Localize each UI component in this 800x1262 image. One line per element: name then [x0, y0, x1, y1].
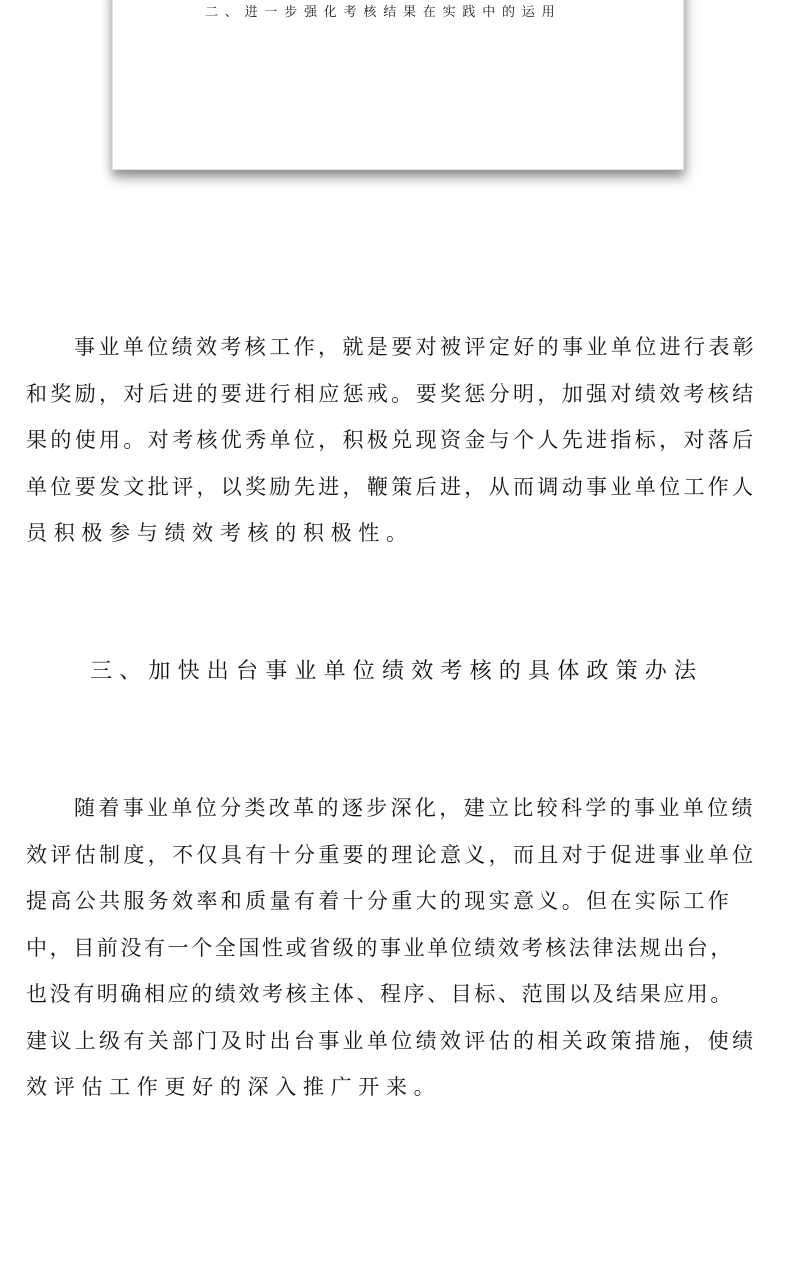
paragraph-line: 事业单位绩效考核工作，就是要对被评定好的事业单位进行表彰: [74, 335, 758, 359]
paragraph-line: 随着事业单位分类改革的逐步深化，建立比较科学的事业单位绩: [74, 796, 756, 820]
char: 推: [302, 1075, 324, 1099]
paragraph-line: 单位要发文批评，以奖励先进，鞭策后进，从而调动事业单位工作人: [26, 474, 757, 499]
char: 极: [81, 521, 103, 545]
char: 员: [26, 521, 47, 545]
paragraph-line: 效评估制度，不仅具有十分重要的理论意义，而且对于促进事业单位: [26, 842, 757, 867]
char: 极: [330, 521, 352, 545]
char: 估: [81, 1075, 103, 1099]
char: 效: [192, 521, 214, 545]
char: 来: [385, 1075, 407, 1099]
paragraph-policy-measures: [26, 785, 776, 1111]
paragraph-line: 也没有明确相应的绩效考核主体、程序、目标、范围以及结果应用。: [26, 982, 734, 1006]
char: 作: [136, 1075, 158, 1099]
card-heading: 二、进一步强化考核结果在实践中的运用: [205, 5, 562, 20]
paragraph-line: 提高公共服务效率和质量有着十分重大的现实意义。但在实际工作: [26, 889, 733, 913]
char: 核: [247, 521, 269, 545]
char: 评: [53, 1075, 75, 1099]
char: 的: [275, 521, 297, 545]
char: 效: [26, 1075, 47, 1099]
document-page-preview: [112, 0, 684, 170]
char: 开: [358, 1075, 380, 1099]
char: 入: [275, 1075, 297, 1099]
char: 广: [330, 1075, 352, 1099]
paragraph-line: 中，目前没有一个全国性或省级的事业单位绩效考核法律法规出台，: [26, 935, 734, 960]
paragraph-last-line: [26, 1064, 776, 1111]
char: 绩: [164, 521, 186, 545]
char: 工: [109, 1075, 131, 1099]
char: 更: [164, 1075, 186, 1099]
char: 。: [385, 521, 407, 545]
paragraph-line: 果的使用。对考核优秀单位，积极兑现资金与个人先进指标，对落后: [26, 428, 757, 452]
char: 参: [109, 521, 131, 545]
char: 的: [219, 1075, 241, 1099]
char: 积: [53, 521, 75, 545]
paragraph-last-line: [26, 510, 776, 557]
char: 考: [219, 521, 241, 545]
char: 积: [302, 521, 324, 545]
paragraph-performance-results: [26, 324, 776, 557]
paragraph-line: 建议上级有关部门及时出台事业单位绩效评估的相关政策措施，使绩: [26, 1028, 757, 1053]
paragraph-line: 和奖励，对后进的要进行相应惩戒。要奖惩分明，加强对绩效考核结: [26, 381, 757, 406]
char: 性: [358, 521, 380, 545]
char: 。: [413, 1075, 435, 1099]
char: 与: [136, 521, 158, 545]
char: 深: [247, 1075, 269, 1099]
char: 好: [192, 1075, 214, 1099]
section-heading: 三、加快出台事业单位绩效考核的具体政策办法: [90, 659, 704, 684]
